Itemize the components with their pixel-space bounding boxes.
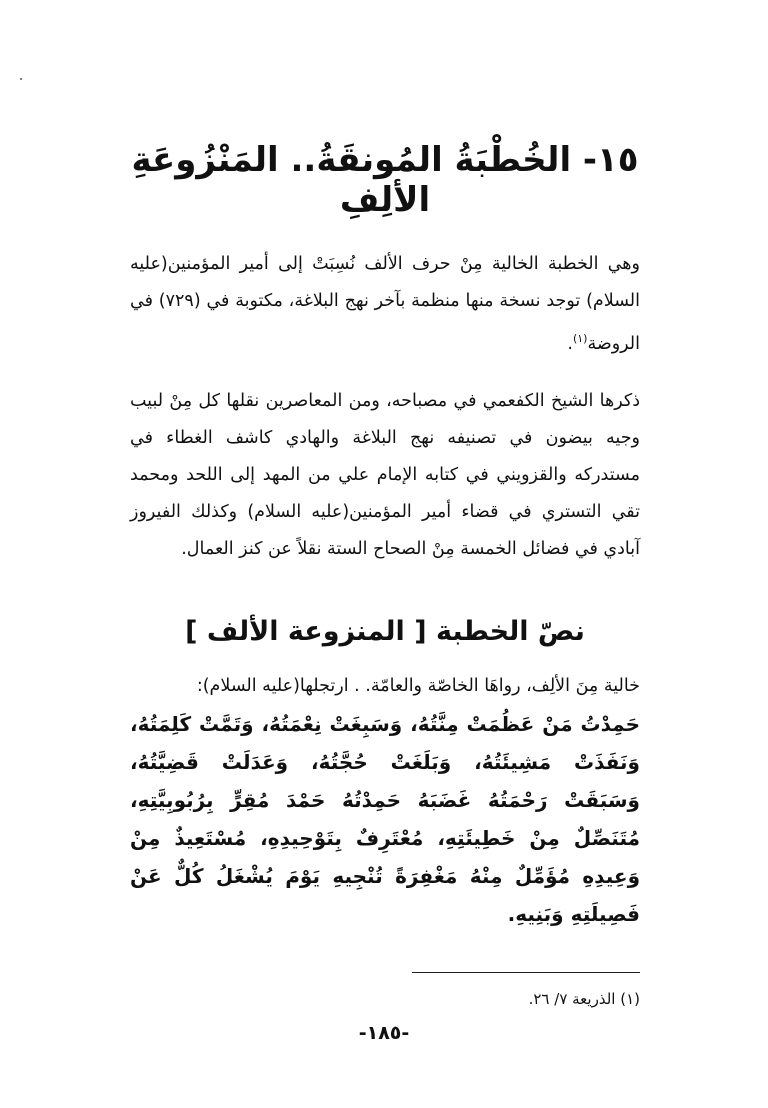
sources-paragraph: ذكرها الشيخ الكفعمي في مصباحه، ومن المعاصرين نقلها كل مِنْ لبيب وجيه بيضون في تصنيفه نهج البلاغة والهادي كاشف الغطاء في مستدركه والقزويني في كتابه الإمام علي من المهد إلى اللحد ومحمد تقي التستري في قضاء أمير المؤمنين(عليه السلام) وكذلك الفيروز آبادي في فضائل الخمسة مِنْ الصحاح الستة نقلاً عن كنز العمال.: [130, 390, 640, 559]
intro-period: .: [567, 333, 573, 354]
page-content: [130, 140, 640, 933]
chapter-title: ١٥- الخُطْبَةُ المُونقَةُ.. المَنْزُوعَةِ الألِفِ: [131, 140, 639, 220]
page-number: -١٨٥-: [358, 1022, 410, 1044]
intro-text: وهي الخطبة الخالية مِنْ حرف الألف نُسِبَتْ إلى أمير المؤمنين(عليه السلام) توجد نسخة منها منظمة بآخر نهج البلاغة، مكتوبة في (٧٢٩) في الروضة: [130, 254, 641, 354]
section-title: نصّ الخطبة [ المنزوعة الألف ]: [185, 615, 585, 647]
footnote-reference: (١): [572, 332, 588, 345]
scan-speck: [20, 78, 22, 80]
footnote-divider: [412, 972, 640, 973]
sermon-intro: خالية مِنَ الألِف، رواهَا الخاصّة والعامّة. . ارتجلها(عليه السلام):: [196, 675, 640, 696]
footnote: (١) الذريعة ٧/ ٢٦.: [528, 990, 640, 1008]
intro-paragraph: [130, 246, 640, 363]
sermon-text: حَمِدْتُ مَنْ عَظُمَتْ مِنَّتُهُ، وَسَبِغَتْ نِعْمَتُهُ، وَتَمَّتْ كَلِمَتُهُ، وَنَفَذَتْ مَشِيئَتُهُ، وَبَلَغَتْ حُجَّتُهُ، وَعَدَلَتْ قَضِيَّتُهُ، وَسَبَقَتْ رَحْمَتُهُ غَضَبَهُ حَمِدْتُهُ حَمْدَ مُقِرٍّ بِرُبُوبِيَّتِهِ، مُتَنَصِّلٌ مِنْ خَطِيئَتِهِ، مُعْتَرِفٌ بِتَوْحِيدِهِ، مُسْتَعِيذٌ مِنْ وَعِيدِهِ مُؤَمِّلٌ مِنْهُ مَغْفِرَةً تُنْجِيهِ يَوْمَ يُشْغَلُ كُلٌّ عَنْ فَصِيلَتِهِ وَبَنِيهِ.: [130, 711, 640, 926]
